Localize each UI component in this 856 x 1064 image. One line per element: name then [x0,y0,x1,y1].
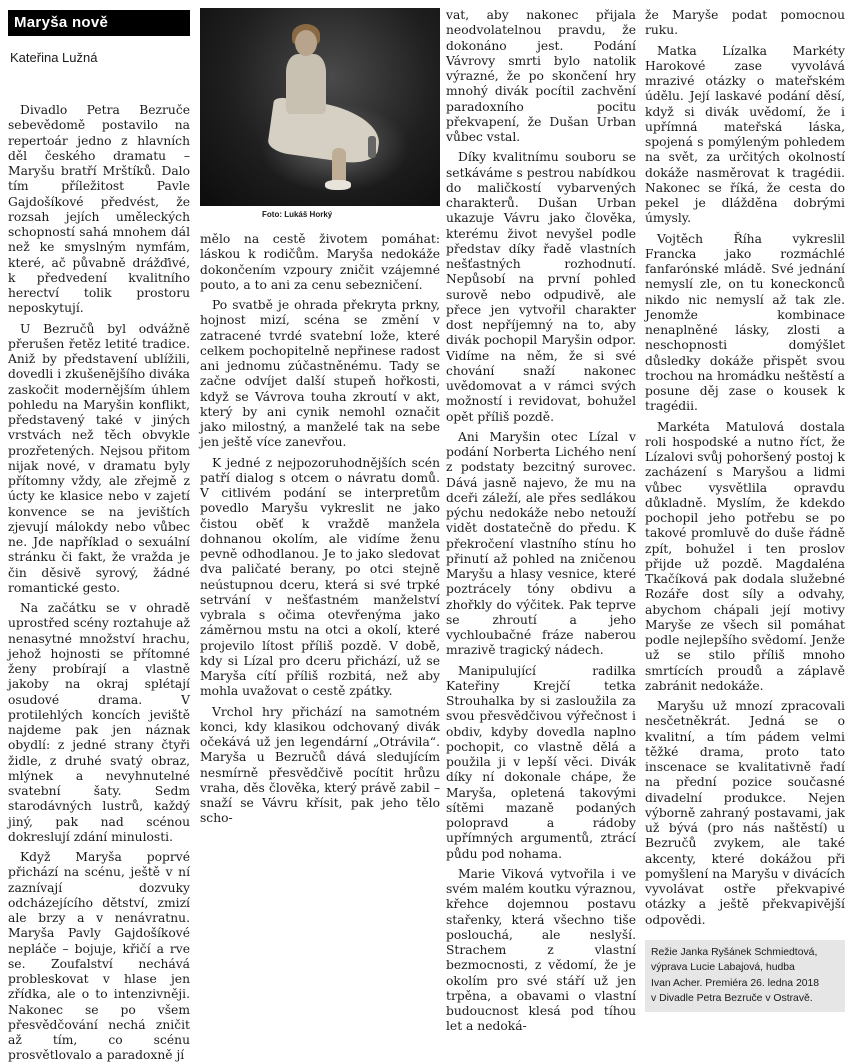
paragraph: Vojtěch Říha vykreslil Francka jako rozmáchlé fanfarónské mládě. Své jednání nemyslí zle, on tu koneckonců nikdo nic nemyslí až tak zle. Jenomže kombinace nenaplněné lásky, zlosti a neschopnosti domýšlet důsledky dokáže přispět svou trochou na hromádku neštěstí a posune děj zase o kousek k tragédii. [645,231,845,414]
credits-line: Ivan Acher. Premiéra 26. ledna 2018 [651,977,820,989]
paragraph: Divadlo Petra Bezruče sebevědomě postavilo na repertoár jedno z hlavních děl českého dramatu – Maryšu bratří Mrštíků. Dalo tím příležitost Pavle Gajdošíkové předvést, že rozsah jejích uměleckých schopností sahá mnohem dál než ke smyslným nymfám, které, ač půvabně drážďivé, k předvedení kvalitního herectví tolik prostoru neposkytují. [8,103,190,316]
paragraph: Markéta Matulová dostala roli hospodské a nutno říct, že Lízalovi svůj pohoršený postoj k zacházení s Maryšou a lidmi vůbec vysvětlila opravdu důkladně. Myslím, že kdekdo pochopil jeho potřebu se po takové promluvě do duše řádně zpít, bohužel i ten proslov přijde už pozdě. Magdaléna Tkačíková pak dodala služebné Rozáře dost síly a odvahy, abychom chápali její motivy Maryše ze všech sil pomáhat podle nejlepšího svědomí. Jenže už se stilo příliš mnoho smrtících proudů a záplavě zabránit nedokáže. [645,419,845,693]
paragraph: Na začátku se v ohradě uprostřed scény roztahuje až nenasytné množství hrachu, jehož hojnosti se přítomné ženy probírají a vlastně jakoby na okraj splétají osudové drama. V protilehlých koncích jeviště najdeme pak jen náznak obydlí: z jedné strany čtyři židle, z druhé svatý obraz, mlýnek a nevyhnutelné svatební šaty. Sedm starodávných lustrů, každý jiný, pak nad scénou dokreslují zdání minulosti. [8,601,190,844]
paragraph: Vrchol hry přichází na samotném konci, kdy klasikou odchovaný divák očekává už jen legendární „Otrávila“. Maryša u Bezručů dává sledujícím nesmírně přesvědčivě pocítit hrůzu vraha, děs člověka, který právě zabil – snaží se Vávru křísit, pak jeho tělo scho- [200,704,440,826]
column-2 [200,232,440,827]
paragraph: Po svatbě je ohrada překryta prkny, hojnost mizí, scéna se změní v zatracené tvrdé svatební lože, které celkem pochopitelně nepřinese radost ani jednomu zúčastněnému. Tady se začne odvíjet další stupeň hořkosti, když se Vávrova touha zkroutí v akt, který by ani cynik nemohl označit jako milostný, a manželé tak na sebe jen ještě více zanevřou. [200,298,440,450]
photo-actress-shoe [325,180,351,190]
stage-photo [200,8,440,206]
photo-caption: Foto: Lukáš Horký [262,210,333,219]
credits-line: v Divadle Petra Bezruče v Ostravě. [651,993,813,1005]
paragraph: Ani Maryšin otec Lízal v podání Norberta Lichého není z podstaty bezcitný surovec. Dává jasně najevo, že mu na dceři záleží, ale přes sedlákou pýchu nedokáže nebo netouží vidět dostatečně do předu. K překročení vlastního stínu ho přinutí až pohled na zničenou Maryšu a hlasy vesnice, které poztrácely tóny obdivu a zhořkly do výčitek. Pak teprve se zhroutí a jeho vychloubačné fráze naberou mrazivě tragický nádech. [446,429,636,658]
credits-line: výprava Lucie Labajová, hudba [651,962,795,974]
paragraph: vat, aby nakonec přijala neodvolatelnou pravdu, že dokonáno jest. Podání Vávrovy smrti bylo natolik výrazné, že po skončení hry mnohý divák pocítil zachvění paradoxního pocitu překvapení, že Dušan Urban vůbec vstal. [446,8,636,144]
article-title: Maryša nově [8,10,190,36]
paragraph: Matka Lízalka Markéty Harokové zase vyvolává mrazivé otázky o mateřském údělu. Její laskavé podání děsí, když si divák uvědomí, že i upřímná mateřská láska, spojená s pomýleným pohledem na svět, za určitých okolností dokáže nasměrovat k tragédii. Nakonec se říká, že cesta do pekel je dlážděna dobrými úmysly. [645,43,845,226]
credits-line: Režie Janka Ryšánek Schmiedtová, [651,946,818,958]
photo-actress-head [295,30,317,56]
column-1 [8,0,190,1064]
column-4 [645,8,845,1012]
paragraph: K jedné z nejpozoruhodnějších scén patří dialog s otcem o návratu domů. V citlivém podání se interpretům povedlo Maryšu vykreslit ne jako čistou oběť k vraždě manžela dohnanou okolím, ale vidíme ženu pevně odhodlanou. Je to jako sledovat dva paličaté berany, po otci stejně neústupnou dceru, která si své trpké setrvání v nešťastném manželství vybrala s očima otevřenýma jako záměrnou mstu na otci a okolí, které projevilo lítost příliš pozdě. V době, kdy si Lízal pro dceru přichází, už se Maryša cítí příliš rozbitá, než aby mohla uvažovat o cestě zpátky. [200,455,440,699]
paragraph: Maryšu už mnozí zpracovali nesčetněkrát. Jedná se o kvalitní, a tím pádem velmi těžké drama, proto tato inscenace se kvalitativně řadí na přední pozice současné divadelní produkce. Nejen výborně zahraný postavami, jak už bývá (pro nás naštěstí) u Bezručů zvykem, ale také akcenty, které dokážou při pomyšlení na Maryšu v divácích vyvolávat ostře překvapivé otázky a ještě překvapivější odpovědi. [645,699,845,927]
column-4-text [645,8,845,928]
photo-bottle [368,136,376,158]
article-author: Kateřina Lužná [10,50,98,65]
production-credits [645,940,845,1012]
paragraph: Díky kvalitnímu souboru se setkáváme s pestrou nabídkou do maličkostí vybarvených charakterů. Dušan Urban ukazuje Vávru jako člověka, kterému život nevyšel podle představ díky řadě vlastních nešťastných rozhodnutí. Nepůsobí na první pohled surově nebo odpudivě, ale přece jen vytvořil charakter dost nepříjemný na to, aby divák pochopil Maryšin odpor. Vidíme na něm, že si své chování snaží nakonec uvědomovat a v rámci svých možností i revidovat, bohužel opět příliš pozdě. [446,150,636,424]
paragraph: Marie Viková vytvořila i ve svém malém koutku výraznou, křehce dojemnou postavu stařenky, která všechno tiše poslouchá, ale neslyší. Strachem z vlastní bezmocnosti, z vědomí, že je okolím pro své stáří už jen trpěna, a obavami o vlastní budoucnost klesá pod tíhou let a nedoká- [446,866,636,1034]
paragraph: Manipulující radilka Kateřiny Krejčí tetka Strouhalka by si zasloužila za svou přesvědčivou výřečnost i obdiv, kdyby dovedla naplno pochopit, co vlastně dělá a použila ji v lepší věci. Divák díky ní dokonale chápe, že Maryša, opletená takovými sítěmi mazaně podaných polopravd a rádoby upřímných argumentů, ztrácí půdu pod nohama. [446,663,636,861]
photo-actress-body [286,54,326,114]
paragraph: že Maryše podat pomocnou ruku. [645,8,845,38]
paragraph: mělo na cestě životem pomáhat: láskou k rodičům. Maryša nedokáže dokončením vzpoury zničit vzájemné pouto, a to ani za cenu sebezničení. [200,232,440,292]
paragraph: U Bezručů byl odvážně přerušen řetěz letité tradice. Aniž by představení ublížili, dovedli i zkušenějšího diváka zaskočit modernějším úhlem pohledu na Maryšin konflikt, představený také v jiných vrstvách než těch obvykle prozřetených. Nejsou přitom nijak nové, v dramatu byly přítomny vždy, ale zřejmě z úcty ke klasice nebo v zajetí konvence se na jevištích zjevují málokdy nebo vůbec ne. Jde například o sexuální stránku či fakt, že vražda je čin děsivě syrový, žádné romantické gesto. [8,321,190,595]
paragraph: Když Maryša poprvé přichází na scénu, ještě v ní zaznívají dozvuky odcházejícího dětství, zmizí ale brzy a v nenávratnu. Maryša Pavly Gajdošíkové nepláče – bojuje, křičí a rve se. Zoufalství nechává probleskovat v hlase jen zřídka, ale o to intenzivněji. Nakonec se po všem přesvědčování nechá zničit až tím, co scénu prosvětlovalo a paradoxně jí [8,850,190,1063]
column-1-text [8,103,190,1064]
column-3 [446,8,636,1035]
